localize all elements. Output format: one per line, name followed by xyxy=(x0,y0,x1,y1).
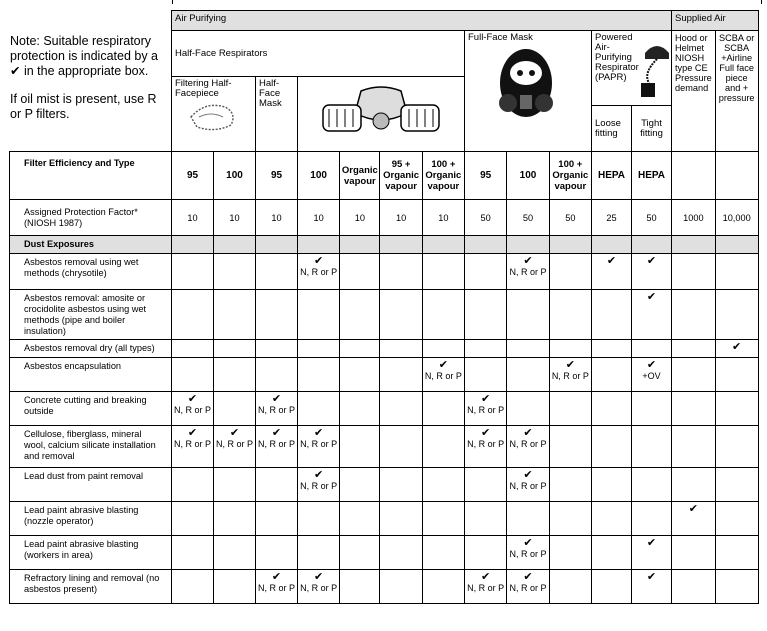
table-row xyxy=(10,426,759,468)
exposure-cell xyxy=(507,340,549,358)
exposure-cell xyxy=(592,468,632,502)
exposure-cell xyxy=(549,536,591,570)
exposure-cell xyxy=(298,426,340,468)
exposure-cell xyxy=(632,254,672,290)
check-mark-icon: ✔ xyxy=(646,537,657,549)
filter-value: 100 + Organic vapour xyxy=(549,152,591,200)
apf-value: 1000 xyxy=(672,200,716,236)
exposure-cell xyxy=(592,426,632,468)
exposure-cell xyxy=(256,502,298,536)
filter-class-text: N, R or P xyxy=(509,439,547,449)
filter-class-text: N, R or P xyxy=(467,405,505,415)
apf-value: 25 xyxy=(592,200,632,236)
supplied-air-header: Supplied Air xyxy=(672,11,759,31)
filter-class-text: N, R or P xyxy=(173,439,211,449)
check-mark-icon: ✔ xyxy=(271,393,282,405)
exposure-cell xyxy=(592,502,632,536)
exposure-cell xyxy=(715,570,758,604)
check-mark-icon: ✔ xyxy=(314,571,324,583)
table-row xyxy=(10,358,759,392)
filter-value: 95 xyxy=(256,152,298,200)
exposure-cell xyxy=(465,502,507,536)
exposure-cell xyxy=(422,392,464,426)
exposure-cell xyxy=(256,426,298,468)
exposure-cell xyxy=(214,290,256,340)
exposure-cell xyxy=(715,358,758,392)
filter-value: 95 + Organic vapour xyxy=(380,152,422,200)
hood-helmet-header xyxy=(672,31,716,152)
exposure-cell xyxy=(172,358,214,392)
table-row xyxy=(10,570,759,604)
note-line-1: Note: Suitable respiratory protection is indicated by a ✔ in the appropriate box. xyxy=(10,34,159,78)
exposure-cell xyxy=(422,358,464,392)
filter-class-text: N, R or P xyxy=(424,371,462,381)
exposure-cell xyxy=(380,502,422,536)
check-mark-icon: ✔ xyxy=(523,427,533,439)
table-row xyxy=(10,340,759,358)
exposure-cell xyxy=(632,392,672,426)
exposure-cell xyxy=(214,254,256,290)
exposure-cell xyxy=(422,254,464,290)
exposure-cell xyxy=(340,290,380,340)
exposure-cell xyxy=(380,254,422,290)
exposure-cell xyxy=(422,468,464,502)
exposure-cell xyxy=(172,468,214,502)
filter-value: HEPA xyxy=(632,152,672,200)
exposure-label: Asbestos removal using wet methods (chrysotile) xyxy=(10,254,172,290)
exposure-label: Refractory lining and removal (no asbestos present) xyxy=(10,570,172,604)
check-mark-icon: ✔ xyxy=(481,571,491,583)
header-top-strip xyxy=(172,0,762,4)
half-face-respirators-header: Half-Face Respirators xyxy=(172,31,465,77)
organic-vapour-text: +OV xyxy=(642,371,661,381)
exposure-cell xyxy=(715,426,758,468)
exposure-cell xyxy=(380,468,422,502)
apf-value: 50 xyxy=(632,200,672,236)
filter-value: 100 xyxy=(298,152,340,200)
apf-label: Assigned Protection Factor* (NIOSH 1987) xyxy=(10,200,172,236)
exposure-cell xyxy=(298,340,340,358)
exposure-cell xyxy=(256,290,298,340)
exposure-cell xyxy=(340,502,380,536)
apf-value: 50 xyxy=(549,200,591,236)
check-mark-icon: ✔ xyxy=(229,427,240,439)
exposure-cell xyxy=(507,290,549,340)
exposure-cell xyxy=(340,426,380,468)
exposure-cell xyxy=(549,392,591,426)
exposure-cell xyxy=(592,290,632,340)
filter-class-text: N, R or P xyxy=(300,267,338,277)
filter-class-text: N, R or P xyxy=(215,439,253,449)
filter-class-text: N, R or P xyxy=(300,439,338,449)
check-mark-icon: ✔ xyxy=(646,359,657,371)
exposure-cell xyxy=(422,536,464,570)
table-row xyxy=(10,468,759,502)
filter-value: HEPA xyxy=(592,152,632,200)
exposure-label: Asbestos removal: amosite or crocidolite asbestos using wet methods (pipe and boiler insulation) xyxy=(10,290,172,340)
exposure-cell xyxy=(465,536,507,570)
apf-value: 10 xyxy=(340,200,380,236)
dust-exposures-section: Dust Exposures xyxy=(10,236,172,254)
exposure-cell xyxy=(549,340,591,358)
filter-class-text: N, R or P xyxy=(467,439,505,449)
half-face-respirator-icon xyxy=(301,83,461,143)
filter-class-text: N, R or P xyxy=(467,583,505,593)
exposure-cell xyxy=(592,570,632,604)
exposure-cell xyxy=(549,358,591,392)
check-mark-icon: ✔ xyxy=(187,427,198,439)
exposure-cell xyxy=(298,502,340,536)
papr-label: Powered Air-Purifying Respirator (PAPR) xyxy=(595,32,639,83)
filter-class-text: N, R or P xyxy=(551,371,589,381)
exposure-cell xyxy=(465,570,507,604)
exposure-cell xyxy=(256,468,298,502)
exposure-cell xyxy=(340,392,380,426)
exposure-cell xyxy=(256,358,298,392)
exposure-cell xyxy=(672,340,716,358)
exposure-cell xyxy=(465,254,507,290)
exposure-cell xyxy=(214,392,256,426)
check-mark-icon: ✔ xyxy=(481,427,491,439)
exposure-cell xyxy=(672,392,716,426)
exposure-cell xyxy=(172,502,214,536)
exposure-cell xyxy=(298,536,340,570)
loose-fitting-header: Loose fitting xyxy=(592,106,632,152)
exposure-cell xyxy=(422,290,464,340)
note-spacer xyxy=(10,11,172,152)
hood-helmet-label: Hood or Helmet NIOSH type CE Pressure demand xyxy=(675,33,712,93)
exposure-label: Lead dust from paint removal xyxy=(10,468,172,502)
full-face-mask-label: Full-Face Mask xyxy=(468,32,533,43)
exposure-cell xyxy=(298,392,340,426)
exposure-cell xyxy=(672,536,716,570)
table-row xyxy=(10,290,759,340)
filter-class-text: N, R or P xyxy=(509,481,547,491)
filtering-half-facepiece-label: Filtering Half-Facepiece xyxy=(175,78,232,99)
exposure-label: Cellulose, fiberglass, mineral wool, calcium silicate installation and removal xyxy=(10,426,172,468)
exposure-cell xyxy=(256,536,298,570)
exposure-cell xyxy=(380,426,422,468)
exposure-cell xyxy=(549,502,591,536)
exposure-cell xyxy=(298,358,340,392)
exposure-cell xyxy=(592,358,632,392)
exposure-cell xyxy=(214,340,256,358)
exposure-cell xyxy=(549,254,591,290)
filter-class-text: N, R or P xyxy=(509,583,547,593)
tight-fitting-header: Tight fitting xyxy=(632,106,672,152)
exposure-cell xyxy=(172,426,214,468)
check-mark-icon: ✔ xyxy=(732,341,742,353)
exposure-cell xyxy=(672,254,716,290)
exposure-cell xyxy=(380,358,422,392)
exposure-cell xyxy=(592,340,632,358)
table-row xyxy=(10,536,759,570)
check-mark-icon: ✔ xyxy=(314,255,324,267)
exposure-cell xyxy=(549,290,591,340)
exposure-cell xyxy=(298,290,340,340)
table-row xyxy=(10,392,759,426)
exposure-cell xyxy=(256,392,298,426)
check-mark-icon: ✔ xyxy=(271,571,282,583)
filter-efficiency-label: Filter Efficiency and Type xyxy=(10,152,172,200)
exposure-cell xyxy=(715,392,758,426)
filter-value xyxy=(715,152,758,200)
exposure-cell xyxy=(422,502,464,536)
exposure-cell xyxy=(632,536,672,570)
apf-value: 50 xyxy=(465,200,507,236)
exposure-cell xyxy=(507,426,549,468)
check-mark-icon: ✔ xyxy=(646,291,657,303)
check-mark-icon: ✔ xyxy=(314,469,324,481)
filter-value: 100 + Organic vapour xyxy=(422,152,464,200)
exposure-cell xyxy=(465,290,507,340)
table-row xyxy=(10,502,759,536)
half-face-mask-label: Half-Face Mask xyxy=(259,78,282,109)
exposure-cell xyxy=(298,468,340,502)
exposure-cell xyxy=(422,426,464,468)
exposure-cell xyxy=(214,570,256,604)
disposable-mask-icon xyxy=(185,99,245,133)
exposure-cell xyxy=(298,570,340,604)
filter-value: 95 xyxy=(172,152,214,200)
exposure-cell xyxy=(507,502,549,536)
exposure-cell xyxy=(549,570,591,604)
exposure-cell xyxy=(465,358,507,392)
half-face-mask-image-cell xyxy=(298,77,465,152)
apf-value: 10 xyxy=(214,200,256,236)
apf-value: 10 xyxy=(172,200,214,236)
exposure-cell xyxy=(214,426,256,468)
exposure-cell xyxy=(549,468,591,502)
exposure-label: Asbestos removal dry (all types) xyxy=(10,340,172,358)
check-mark-icon: ✔ xyxy=(523,469,533,481)
exposure-cell xyxy=(340,254,380,290)
filter-class-text: N, R or P xyxy=(173,405,211,415)
exposure-cell xyxy=(507,358,549,392)
half-face-mask-header xyxy=(256,77,298,152)
exposure-cell xyxy=(715,468,758,502)
exposure-cell xyxy=(507,392,549,426)
respirator-table xyxy=(9,10,759,604)
filter-value xyxy=(672,152,716,200)
filter-class-text: N, R or P xyxy=(257,405,295,415)
exposure-cell xyxy=(422,570,464,604)
exposure-cell xyxy=(507,570,549,604)
exposure-cell xyxy=(256,254,298,290)
check-mark-icon: ✔ xyxy=(565,359,575,371)
exposure-cell xyxy=(507,536,549,570)
exposure-cell xyxy=(172,392,214,426)
exposure-cell xyxy=(172,536,214,570)
apf-value: 10 xyxy=(256,200,298,236)
exposure-cell xyxy=(632,570,672,604)
exposure-cell xyxy=(672,468,716,502)
exposure-cell xyxy=(715,290,758,340)
check-mark-icon: ✔ xyxy=(606,255,617,267)
check-mark-icon: ✔ xyxy=(688,503,698,515)
papr-header xyxy=(592,31,672,106)
note-line-2: If oil mist is present, use R or P filters. xyxy=(10,92,157,121)
check-mark-icon: ✔ xyxy=(187,393,198,405)
apf-value: 10 xyxy=(422,200,464,236)
exposure-cell xyxy=(465,392,507,426)
check-mark-icon: ✔ xyxy=(646,255,657,267)
exposure-cell xyxy=(422,340,464,358)
apf-value: 10 xyxy=(298,200,340,236)
exposure-cell xyxy=(298,254,340,290)
filter-class-text: N, R or P xyxy=(509,267,547,277)
exposure-cell xyxy=(632,468,672,502)
exposure-cell xyxy=(340,468,380,502)
scba-label: SCBA or SCBA +Airline Full face piece and + pressure xyxy=(718,33,755,103)
exposure-cell xyxy=(340,570,380,604)
exposure-cell xyxy=(256,570,298,604)
exposure-cell xyxy=(632,290,672,340)
exposure-cell xyxy=(632,358,672,392)
exposure-cell xyxy=(507,254,549,290)
exposure-label: Lead paint abrasive blasting (nozzle operator) xyxy=(10,502,172,536)
check-mark-icon: ✔ xyxy=(314,427,324,439)
exposure-cell xyxy=(507,468,549,502)
exposure-cell xyxy=(672,290,716,340)
scba-header xyxy=(715,31,758,152)
exposure-cell xyxy=(672,502,716,536)
exposure-cell xyxy=(172,570,214,604)
exposure-cell xyxy=(672,426,716,468)
exposure-cell xyxy=(632,426,672,468)
exposure-cell xyxy=(715,502,758,536)
exposure-cell xyxy=(592,536,632,570)
exposure-cell xyxy=(632,502,672,536)
exposure-cell xyxy=(632,340,672,358)
full-face-mask-header xyxy=(465,31,592,152)
exposure-cell xyxy=(715,254,758,290)
filter-value: Organic vapour xyxy=(340,152,380,200)
filter-value: 100 xyxy=(214,152,256,200)
exposure-label: Asbestos encapsulation xyxy=(10,358,172,392)
filter-class-text: N, R or P xyxy=(257,439,295,449)
exposure-cell xyxy=(592,254,632,290)
exposure-cell xyxy=(340,358,380,392)
exposure-cell xyxy=(380,536,422,570)
exposure-cell xyxy=(172,254,214,290)
apf-value: 10,000 xyxy=(715,200,758,236)
exposure-cell xyxy=(715,340,758,358)
check-mark-icon: ✔ xyxy=(481,393,491,405)
filter-value: 100 xyxy=(507,152,549,200)
filter-class-text: N, R or P xyxy=(300,481,338,491)
exposure-cell xyxy=(592,392,632,426)
exposure-cell xyxy=(172,340,214,358)
exposure-label: Lead paint abrasive blasting (workers in area) xyxy=(10,536,172,570)
exposure-cell xyxy=(465,468,507,502)
exposure-cell xyxy=(380,392,422,426)
exposure-cell xyxy=(214,358,256,392)
exposure-cell xyxy=(380,290,422,340)
exposure-cell xyxy=(340,536,380,570)
exposure-cell xyxy=(672,570,716,604)
exposure-cell xyxy=(214,536,256,570)
check-mark-icon: ✔ xyxy=(646,571,657,583)
apf-value: 10 xyxy=(380,200,422,236)
full-face-mask-icon xyxy=(468,43,588,123)
exposure-cell xyxy=(715,536,758,570)
exposure-cell xyxy=(465,426,507,468)
exposure-cell xyxy=(172,290,214,340)
check-mark-icon: ✔ xyxy=(523,537,533,549)
filter-class-text: N, R or P xyxy=(300,583,338,593)
exposure-cell xyxy=(465,340,507,358)
exposure-cell xyxy=(380,570,422,604)
exposure-cell xyxy=(214,502,256,536)
filtering-half-facepiece-header xyxy=(172,77,256,152)
check-mark-icon: ✔ xyxy=(523,255,533,267)
check-mark-icon: ✔ xyxy=(523,571,533,583)
exposure-cell xyxy=(672,358,716,392)
check-mark-icon: ✔ xyxy=(271,427,282,439)
table-row xyxy=(10,254,759,290)
exposure-cell xyxy=(549,426,591,468)
exposure-cell xyxy=(380,340,422,358)
filter-value: 95 xyxy=(465,152,507,200)
papr-icon xyxy=(639,39,675,99)
filter-class-text: N, R or P xyxy=(509,549,547,559)
exposure-cell xyxy=(340,340,380,358)
exposure-cell xyxy=(214,468,256,502)
check-mark-icon: ✔ xyxy=(438,359,448,371)
exposure-cell xyxy=(256,340,298,358)
apf-value: 50 xyxy=(507,200,549,236)
exposure-label: Concrete cutting and breaking outside xyxy=(10,392,172,426)
filter-class-text: N, R or P xyxy=(257,583,295,593)
air-purifying-header: Air Purifying xyxy=(172,11,672,31)
